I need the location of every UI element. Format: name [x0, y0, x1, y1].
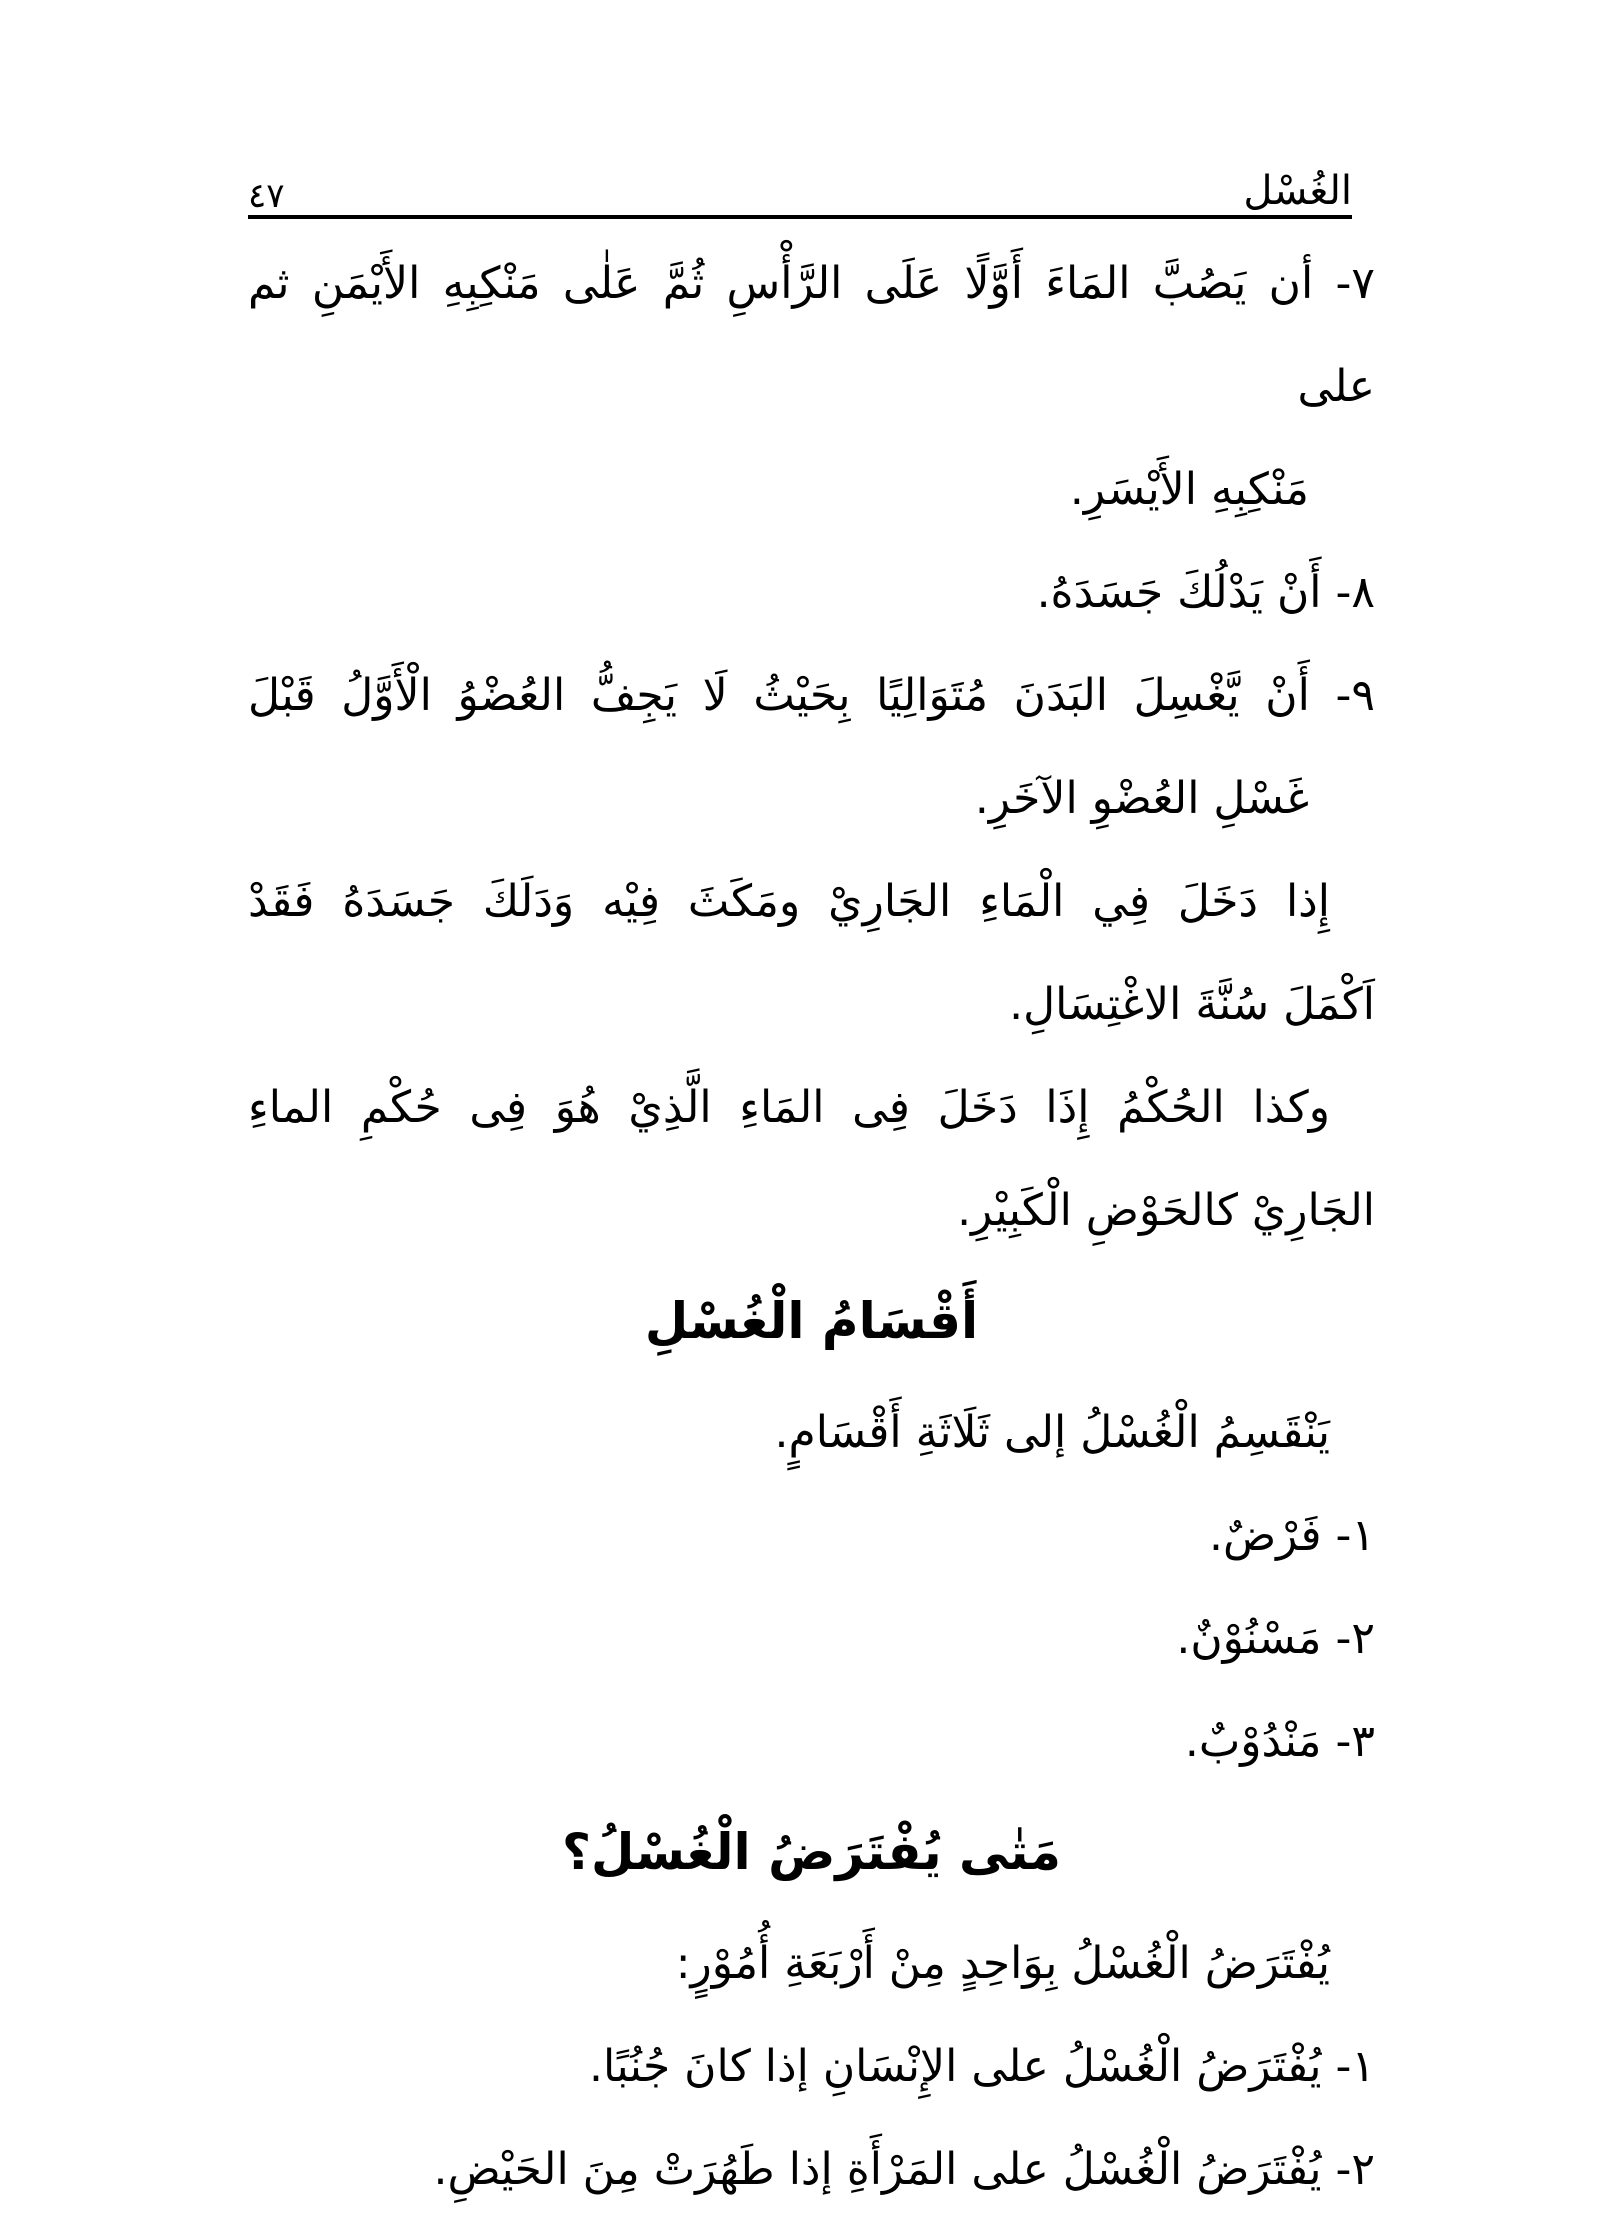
numbered-item-line: ١- يُفْتَرَضُ الْغُسْلُ على الإِنْسَانِ إذا كانَ جُنُبًا.: [589, 2041, 1375, 2092]
paragraph-line: يُفْتَرَضُ الْغُسْلُ بِوَاحِدٍ مِنْ أَرْبَعَةِ أُمُوْرٍ:: [675, 1938, 1330, 1989]
numbered-item-line: ٢- مَسْنُوْنٌ.: [1176, 1613, 1375, 1664]
page-number: ٤٧: [248, 176, 285, 216]
numbered-item-line: ١- فَرْضٌ.: [1209, 1510, 1375, 1561]
paragraph-line: يَنْقَسِمُ الْغُسْلُ إلى ثَلَاثَةِ أَقْسَامٍ.: [774, 1407, 1330, 1458]
numbered-item-line: ٨- أَنْ يَدْلُكَ جَسَدَهُ.: [1036, 567, 1375, 618]
paragraph-line: وكذا الحُكْمُ إِذَا دَخَلَ فِى المَاءِ الَّذِيْ هُوَ فِى حُكْمِ الماءِ: [248, 1082, 1330, 1133]
page-header: [248, 120, 1352, 219]
numbered-item-continuation: مَنْكِبِهِ الأَيْسَرِ.: [1069, 464, 1309, 515]
numbered-item-continuation: غَسْلِ العُضْوِ الآخَرِ.: [974, 773, 1309, 824]
chapter-title: الغُسْل: [1243, 168, 1352, 214]
paragraph-continuation: اَكْمَلَ سُنَّةَ الاغْتِسَالِ.: [1009, 979, 1375, 1030]
paragraph-line: إِذا دَخَلَ فِي الْمَاءِ الجَارِيْ ومَكَثَ فِيْه وَدَلَكَ جَسَدَهُ فَقَدْ: [248, 876, 1330, 927]
numbered-item-line: ٣- مَنْدُوْبٌ.: [1184, 1716, 1375, 1767]
numbered-item-line: ٩- أَنْ يَّغْسِلَ البَدَنَ مُتَوَالِيًا بِحَيْثُ لَا يَجِفُّ العُضْوُ الْأَوَّلُ قَبْلَ: [248, 670, 1375, 721]
section-heading: أَقْسَامُ الْغُسْلِ: [644, 1292, 979, 1350]
page-body: [248, 232, 1375, 2221]
numbered-item-line: ٢- يُفْتَرَضُ الْغُسْلُ على المَرْأَةِ إذا طَهُرَتْ مِنَ الحَيْضِ.: [433, 2144, 1375, 2195]
section-heading: مَتٰى يُفْتَرَضُ الْغُسْلُ؟: [562, 1823, 1061, 1881]
paragraph-continuation: الجَارِيْ كالحَوْضِ الْكَبِيْرِ.: [957, 1185, 1375, 1236]
numbered-item-line: ٧- أن يَصُبَّ المَاءَ أَوَّلًا عَلَى الرَّأْسِ ثُمَّ عَلٰى مَنْكِبِهِ الأَيْمَنِ ثم على: [248, 258, 1375, 412]
